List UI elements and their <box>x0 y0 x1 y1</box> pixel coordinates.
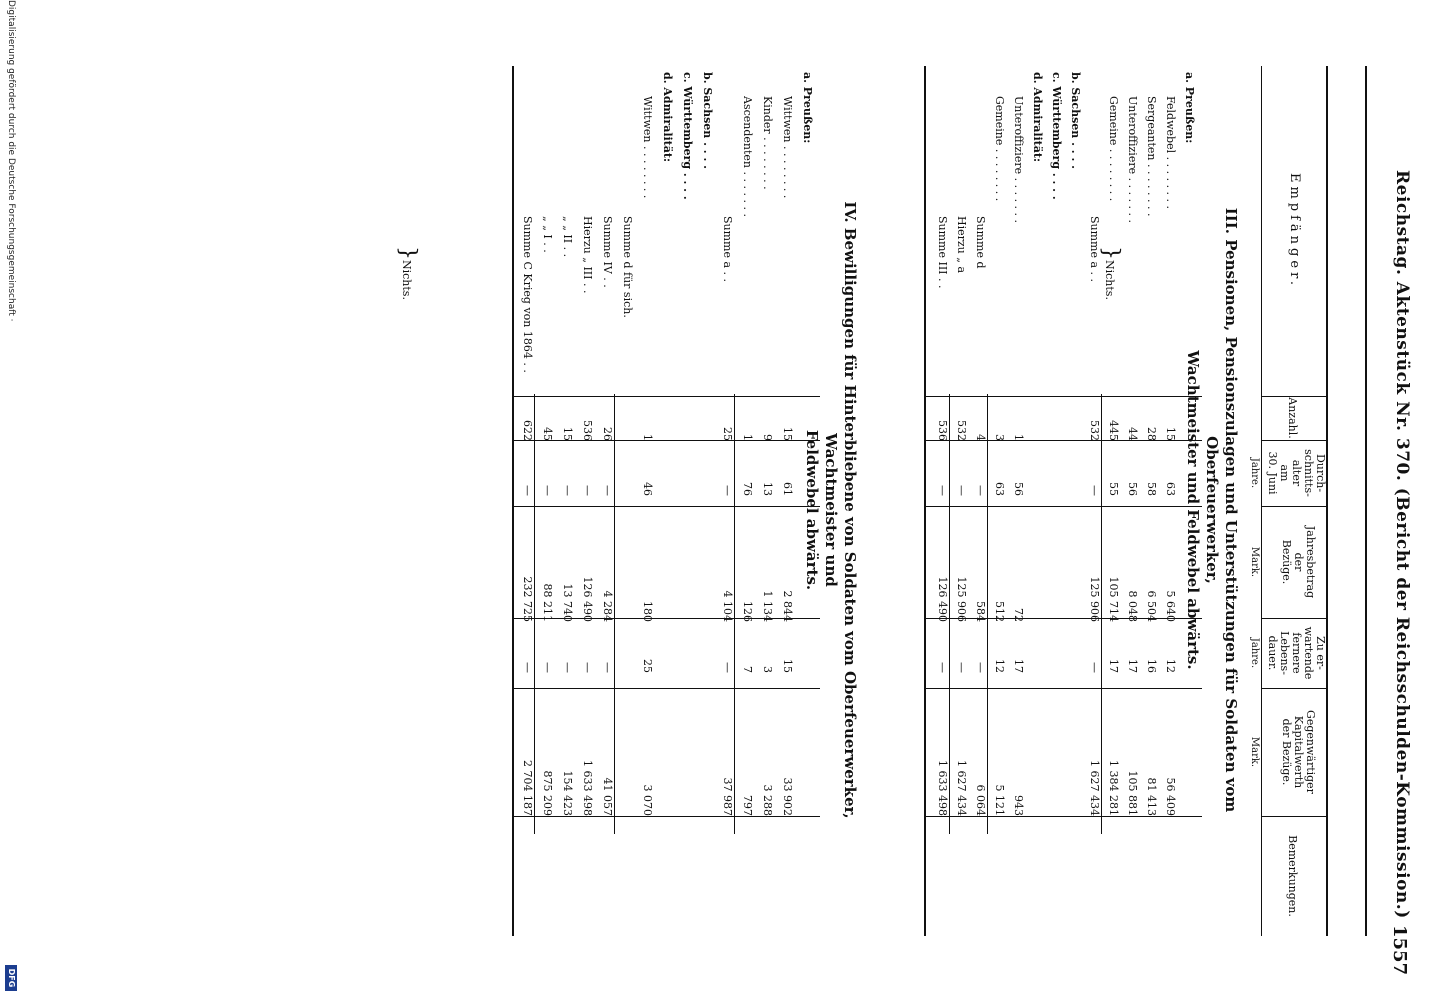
col-lebensdauer: Zu er- wartende fernere Lebens- dauer. <box>1262 618 1326 689</box>
cell-jahresbetrag: 1 134 <box>761 590 774 622</box>
cell-jahresbetrag: 126 490 <box>581 576 594 622</box>
column-divider <box>514 816 820 817</box>
section4-nichts: Nichts. <box>400 260 413 300</box>
row-label: Wittwen . . . . . . . . <box>781 96 794 199</box>
table-row <box>540 66 554 936</box>
column-divider <box>926 506 1202 507</box>
cell-lebensdauer: 3 <box>761 666 774 673</box>
section4-title: IV. Bewilligungen für Hinterbliebene von Soldaten vom Oberfeuerwerker, Wachtmeister und Feldwebel abwärts. <box>803 201 859 819</box>
row-label: Summe a . . <box>1088 216 1101 283</box>
row-label: a. Preußen: <box>1183 72 1196 144</box>
cell-alter: — <box>721 485 734 496</box>
cell-lebensdauer: — <box>541 662 554 673</box>
col-alter: Durch- schnitts- alter am 30. Juni <box>1262 440 1326 507</box>
column-divider <box>514 440 820 441</box>
cell-lebensdauer: 17 <box>1012 659 1025 673</box>
row-label: Summe C Krieg von 1864 . . <box>521 216 534 373</box>
cell-lebensdauer: 12 <box>1164 659 1177 673</box>
section-bottom-rule <box>512 66 514 936</box>
section3-title: III. Pensionen, Pensionszulagen und Unterstützungen für Soldaten vom Oberfeuerwerker, Wachtmeister und Feldwebel abwärts. <box>1184 207 1240 813</box>
cell-anzahl: 1 <box>641 434 654 441</box>
column-divider <box>514 506 820 507</box>
cell-lebensdauer: — <box>974 662 987 673</box>
cell-alter: — <box>521 485 534 496</box>
cell-jahresbetrag: 4 284 <box>601 590 614 622</box>
cell-kapitalwerth: 37 987 <box>721 777 734 816</box>
col-empfaenger: Empfänger. <box>1262 66 1326 397</box>
cell-anzahl: 622 <box>521 420 534 441</box>
cell-alter: 13 <box>761 482 774 496</box>
cell-lebensdauer: 7 <box>741 666 754 673</box>
cell-anzahl: 26 <box>601 427 614 441</box>
section4-nichts-brace: } <box>395 246 420 260</box>
table-row <box>700 66 714 936</box>
cell-jahresbetrag: 88 211 <box>541 583 554 622</box>
table-row <box>600 66 614 936</box>
cell-anzahl: 3 <box>993 434 1006 441</box>
cell-lebensdauer: 17 <box>1126 659 1139 673</box>
cell-kapitalwerth: 3 070 <box>641 784 654 816</box>
table-row <box>680 66 694 936</box>
column-divider <box>514 396 820 397</box>
cell-jahresbetrag: 105 714 <box>1107 576 1120 622</box>
cell-alter: — <box>936 485 949 496</box>
unit-jahres: Mark. <box>1249 546 1260 578</box>
section3-nichts-brace: } <box>1098 246 1123 260</box>
sum-rule <box>1101 394 1102 834</box>
cell-alter: — <box>1088 485 1101 496</box>
unit-kap: Mark. <box>1249 736 1260 768</box>
table-row <box>992 66 1006 936</box>
cell-kapitalwerth: 1 627 434 <box>955 760 968 816</box>
page-header <box>1372 0 1432 1000</box>
table-row <box>620 66 634 936</box>
cell-lebensdauer: — <box>601 662 614 673</box>
col-jahresbetrag: Jahresbetrag der Bezüge. <box>1262 506 1326 619</box>
cell-alter: 56 <box>1126 482 1139 496</box>
column-divider <box>926 440 1202 441</box>
page-number: 1557 <box>1389 925 1410 976</box>
cell-kapitalwerth: 5 121 <box>993 784 1006 816</box>
top-rule <box>1365 66 1367 936</box>
cell-kapitalwerth: 56 409 <box>1164 777 1177 816</box>
column-divider <box>926 396 1202 397</box>
cell-kapitalwerth: 943 <box>1012 795 1025 816</box>
cell-anzahl: 15 <box>781 427 794 441</box>
cell-lebensdauer: 17 <box>1107 659 1120 673</box>
section3-nichts: Nichts. <box>1103 260 1116 300</box>
cell-kapitalwerth: 1 633 498 <box>581 760 594 816</box>
cell-lebensdauer: — <box>936 662 949 673</box>
sum-rule <box>734 394 735 834</box>
table-row <box>1049 66 1063 936</box>
cell-alter: 61 <box>781 482 794 496</box>
row-label: c. Württemberg . . . . <box>681 72 694 200</box>
header-rule <box>1326 66 1328 936</box>
table-row <box>720 66 734 936</box>
cell-anzahl: 15 <box>1164 427 1177 441</box>
sum-rule <box>987 394 988 834</box>
cell-kapitalwerth: 2 704 187 <box>521 760 534 816</box>
row-label: Unteroffiziere . . . . . . . <box>1012 96 1025 224</box>
table-row <box>935 66 949 936</box>
cell-jahresbetrag: 2 844 <box>781 590 794 622</box>
table-row <box>640 66 654 936</box>
cell-alter: 55 <box>1107 482 1120 496</box>
column-divider <box>514 688 820 689</box>
cell-anzahl: 9 <box>761 434 774 441</box>
cell-alter: 46 <box>641 482 654 496</box>
table-row <box>760 66 774 936</box>
row-label: Ascendenten . . . . . . . <box>741 96 754 217</box>
col-bemerkungen: Bemerkungen. <box>1286 835 1299 917</box>
row-label: Wittwen . . . . . . . . <box>641 96 654 199</box>
cell-kapitalwerth: 105 881 <box>1126 770 1139 816</box>
sum-rule <box>949 394 950 834</box>
cell-alter: 56 <box>1012 482 1025 496</box>
cell-kapitalwerth: 41 057 <box>601 777 614 816</box>
sum-rule <box>614 394 615 834</box>
table-row <box>800 66 814 936</box>
row-label: Hierzu „ III . . <box>581 216 594 294</box>
column-divider <box>926 618 1202 619</box>
column-divider <box>926 688 1202 689</box>
cell-kapitalwerth: 875 209 <box>541 770 554 816</box>
col-anzahl: Anzahl. <box>1262 396 1326 441</box>
cell-anzahl: 536 <box>936 420 949 441</box>
cell-anzahl: 532 <box>955 420 968 441</box>
table-row <box>560 66 574 936</box>
row-label: Summe d für sich. <box>621 216 634 318</box>
cell-jahresbetrag: 232 725 <box>521 576 534 622</box>
cell-jahresbetrag: 13 740 <box>561 583 574 622</box>
cell-jahresbetrag: 584 <box>974 601 987 622</box>
footer <box>1 0 17 1000</box>
row-label: Summe III . . <box>936 216 949 289</box>
cell-anzahl: 15 <box>561 427 574 441</box>
cell-lebensdauer: — <box>955 662 968 673</box>
cell-jahresbetrag: 125 906 <box>1088 576 1101 622</box>
page-title: Reichstag. Aktenstück Nr. 370. (Bericht der Reichsschulden-Kommission.) <box>1392 170 1412 919</box>
cell-anzahl: 28 <box>1145 427 1158 441</box>
table-row <box>580 66 594 936</box>
table-row <box>1182 66 1196 936</box>
cell-anzahl: 4 <box>974 434 987 441</box>
table-row <box>660 66 674 936</box>
table-row <box>1144 66 1158 936</box>
cell-jahresbetrag: 125 906 <box>955 576 968 622</box>
cell-anzahl: 532 <box>1088 420 1101 441</box>
row-label: Summe IV . . <box>601 216 614 288</box>
row-label: Gemeine . . . . . . . . <box>993 96 1006 202</box>
table-row <box>1106 66 1120 936</box>
cell-anzahl: 25 <box>721 427 734 441</box>
cell-alter: 63 <box>993 482 1006 496</box>
cell-alter: 63 <box>1164 482 1177 496</box>
cell-alter: — <box>955 485 968 496</box>
cell-jahresbetrag: 126 490 <box>936 576 949 622</box>
table-row <box>1125 66 1139 936</box>
sum-rule <box>534 394 535 834</box>
cell-kapitalwerth: 797 <box>741 795 754 816</box>
cell-jahresbetrag: 5 640 <box>1164 590 1177 622</box>
table-row <box>1068 66 1082 936</box>
cell-lebensdauer: 16 <box>1145 659 1158 673</box>
table-row <box>780 66 794 936</box>
table-row <box>1087 66 1101 936</box>
unit-leb: Jahre. <box>1249 637 1260 669</box>
row-label: b. Sachsen . . . . <box>1069 72 1082 169</box>
section-bottom-rule <box>924 66 926 936</box>
cell-lebensdauer: — <box>581 662 594 673</box>
cell-lebensdauer: — <box>521 662 534 673</box>
cell-lebensdauer: — <box>721 662 734 673</box>
column-divider <box>514 618 820 619</box>
cell-jahresbetrag: 126 <box>741 601 754 622</box>
cell-kapitalwerth: 33 902 <box>781 777 794 816</box>
table-row <box>973 66 987 936</box>
cell-lebensdauer: — <box>561 662 574 673</box>
cell-anzahl: 1 <box>1012 434 1025 441</box>
row-label: Kinder . . . . . . . . <box>761 96 774 190</box>
cell-alter: — <box>601 485 614 496</box>
cell-alter: — <box>561 485 574 496</box>
col-kapitalwerth: Gegenwärtiger Kapitalwerth der Bezüge. <box>1262 688 1326 817</box>
cell-alter: — <box>581 485 594 496</box>
cell-alter: 76 <box>741 482 754 496</box>
cell-kapitalwerth: 1 627 434 <box>1088 760 1101 816</box>
cell-anzahl: 445 <box>1107 420 1120 441</box>
cell-jahresbetrag: 72 <box>1012 608 1025 622</box>
cell-lebensdauer: — <box>1088 662 1101 673</box>
cell-alter: 58 <box>1145 482 1158 496</box>
unit-alter: Jahre. <box>1249 457 1260 489</box>
row-label: Gemeine . . . . . . . . <box>1107 96 1120 202</box>
cell-jahresbetrag: 6 504 <box>1145 590 1158 622</box>
table-row <box>954 66 968 936</box>
unit-rule <box>1261 66 1262 936</box>
row-label: d. Admiralität: <box>661 72 674 163</box>
cell-kapitalwerth: 1 633 498 <box>936 760 949 816</box>
row-label: d. Admiralität: <box>1031 72 1044 163</box>
row-label: Hierzu „ a <box>955 216 968 274</box>
cell-jahresbetrag: 4 104 <box>721 590 734 622</box>
cell-lebensdauer: 12 <box>993 659 1006 673</box>
table-row <box>740 66 754 936</box>
cell-jahresbetrag: 512 <box>993 601 1006 622</box>
row-label: „ „ II . . <box>561 216 574 258</box>
cell-anzahl: 44 <box>1126 427 1139 441</box>
cell-kapitalwerth: 6 064 <box>974 784 987 816</box>
dfg-logo: DFG <box>5 965 17 991</box>
cell-anzahl: 45 <box>541 427 554 441</box>
cell-kapitalwerth: 81 413 <box>1145 777 1158 816</box>
row-label: Summe a . . <box>721 216 734 283</box>
table-row <box>1163 66 1177 936</box>
cell-kapitalwerth: 1 384 281 <box>1107 760 1120 816</box>
row-label: Feldwebel . . . . . . . . <box>1164 96 1177 210</box>
cell-jahresbetrag: 8 048 <box>1126 590 1139 622</box>
row-label: Sergeanten . . . . . . . . <box>1145 96 1158 217</box>
cell-lebensdauer: 15 <box>781 659 794 673</box>
cell-alter: — <box>541 485 554 496</box>
cell-anzahl: 1 <box>741 434 754 441</box>
row-label: c. Württemberg . . . . <box>1050 72 1063 200</box>
table-row <box>520 66 534 936</box>
cell-kapitalwerth: 154 423 <box>561 770 574 816</box>
row-label: „ „ I . . <box>541 216 554 253</box>
cell-alter: — <box>974 485 987 496</box>
table-row <box>1030 66 1044 936</box>
row-label: b. Sachsen . . . . <box>701 72 714 169</box>
table-row <box>1011 66 1025 936</box>
footer-text: Digitalisierung gefördert durch die Deutsche Forschungsgemeinschaft · <box>6 0 16 322</box>
row-label: Unteroffiziere . . . . . . . <box>1126 96 1139 224</box>
row-label: a. Preußen: <box>801 72 814 144</box>
cell-kapitalwerth: 3 288 <box>761 784 774 816</box>
cell-anzahl: 536 <box>581 420 594 441</box>
cell-jahresbetrag: 180 <box>641 601 654 622</box>
column-divider <box>926 816 1202 817</box>
cell-lebensdauer: 25 <box>641 659 654 673</box>
row-label: Summe d <box>974 216 987 269</box>
